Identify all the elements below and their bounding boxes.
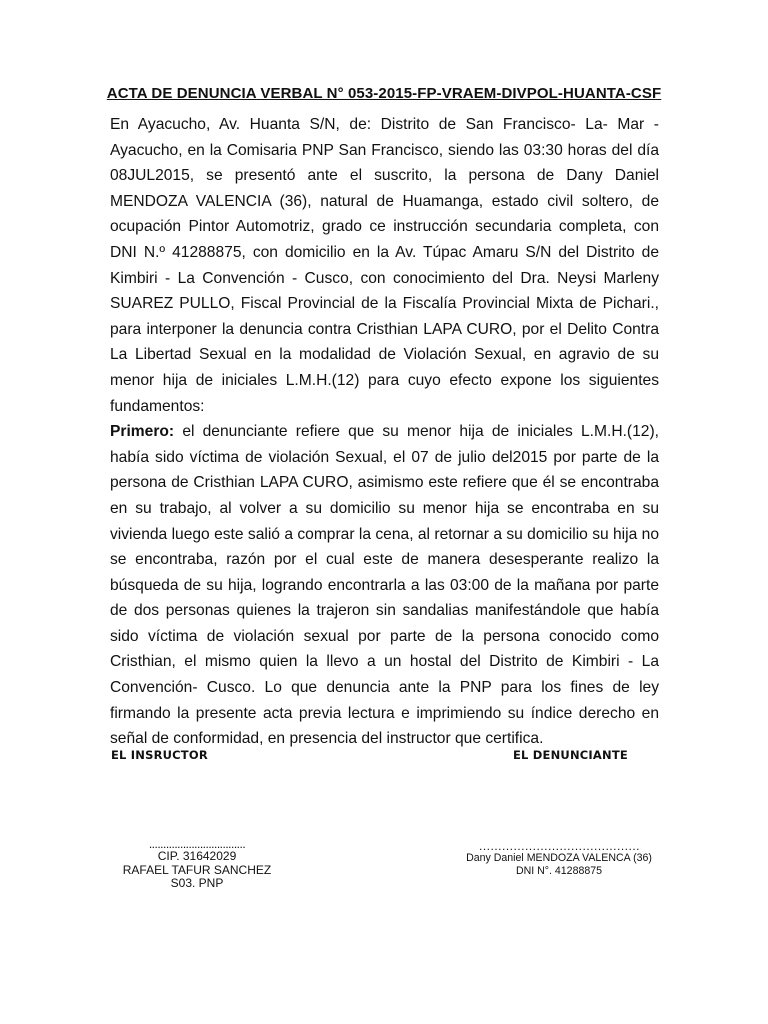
primero-label: Primero: — [110, 423, 175, 441]
instructor-signature-line: .................................. — [148, 838, 246, 850]
denunciante-signature-line: …………………………………… — [478, 840, 640, 852]
instructor-name: RAFAEL TAFUR SANCHEZ — [122, 862, 272, 877]
denunciante-signature-block — [462, 840, 656, 878]
primero-text: el denunciante refiere que su menor hija de iniciales L.M.H.(12), había sido víctima de violación Sexual, el 07 de julio del2015 por parte de la persona de Cristhian LAPA CURO, asimismo este refiere que él se encontraba en su trabajo, al volver a su domicilio su menor hija se encontraba en su vivienda luego este salió a comprar la cena, al retornar a su domicilio su hija no se encontraba, razón por el cual este de manera desesperante realizo la búsqueda de su hija, logrando encontrarla a las 03:00 de la mañana por parte de dos personas quienes la trajeron sin sandalias manifestándole que había sido víctima de violación sexual por parte de la persona conocido como Cristhian, el mismo quien la llevo a un hostal del Distrito de Kimbiri - La Convención- Cusco. Lo que denuncia ante la PNP para los fines de ley firmando la presente acta previa lectura e imprimiendo su índice derecho en señal de conformidad, en presencia del instructor que certifica. — [110, 423, 659, 748]
instructor-rank: S03. PNP — [170, 876, 224, 890]
primero-paragraph — [110, 419, 659, 752]
denunciante-dni: DNI N°. 41288875 — [515, 865, 603, 877]
instructor-cip: CIP. 31642029 — [157, 849, 237, 863]
document-title: ACTA DE DENUNCIA VERBAL N° 053-2015-FP-VRAEM-DIVPOL-HUANTA-CSF — [106, 85, 662, 102]
denunciante-name: Dany Daniel MENDOZA VALENCA (36) — [466, 852, 652, 864]
instructor-label: EL INSRUCTOR — [111, 748, 208, 762]
intro-paragraph: En Ayacucho, Av. Huanta S/N, de: Distrito de San Francisco- La- Mar - Ayacucho, en la Comisaria PNP San Francisco, siendo las 03:30 horas del día 08JUL2015, se presentó ante el suscrito, la persona de Dany Daniel MENDOZA VALENCIA (36), natural de Huamanga, estado civil soltero, de ocupación Pintor Automotriz, grado ce instrucción secundaria completa, con DNI N.º 41288875, con domicilio en la Av. Túpac Amaru S/N del Distrito de Kimbiri - La Convención - Cusco, con conocimiento del Dra. Neysi Marleny SUAREZ PULLO, Fiscal Provincial de la Fiscalía Provincial Mixta de Pichari., para interponer la denuncia contra Cristhian LAPA CURO, por el Delito Contra La Libertad Sexual en la modalidad de Violación Sexual, en agravio de su menor hija de iniciales L.M.H.(12) para cuyo efecto expone los siguientes fundamentos: — [110, 116, 659, 415]
denunciante-label: EL DENUNCIANTE — [513, 748, 628, 762]
instructor-signature-block — [112, 838, 282, 891]
document-body — [110, 112, 659, 752]
